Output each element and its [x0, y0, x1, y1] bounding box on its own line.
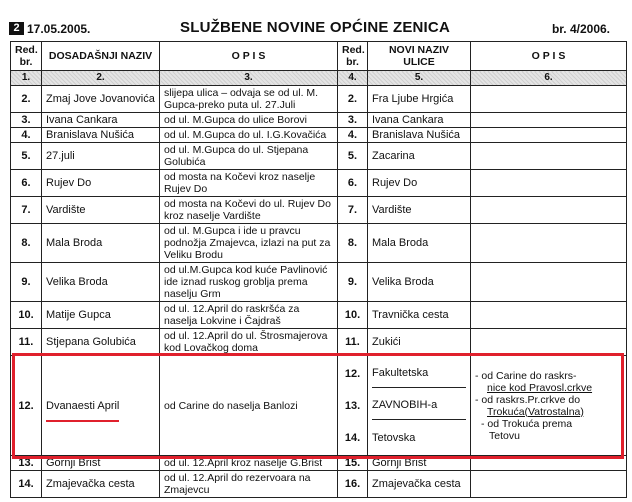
old-street-name: Matije Gupca [42, 302, 160, 329]
new-street-description [471, 456, 627, 471]
new-row-number: 16. [338, 471, 368, 498]
street-description: od ul. 12.April kroz naselje G.Brist [160, 456, 338, 471]
new-street-name: Fakultetska [372, 359, 466, 388]
table-row [11, 143, 627, 170]
street-description: od ul.M.Gupca kod kuće Pavlinović ide iznad ruskog groblja prema naselju Grm [160, 263, 338, 302]
old-street-name: Vardište [42, 197, 160, 224]
street-description: slijepa ulica – odvaja se od ul. M. Gupca-preko puta ul. 27.Juli [160, 86, 338, 113]
old-street-name: Stjepana Golubića [42, 329, 160, 356]
new-street-description [471, 356, 627, 456]
new-row-number: 9. [338, 263, 368, 302]
new-street-description [471, 143, 627, 170]
row-number: 14. [11, 471, 42, 498]
old-street-name: Dvanaesti April [42, 356, 160, 456]
street-description: od ul. 12.April do raskršća za naselja Lokvine i Čajdraš [160, 302, 338, 329]
red-underline-mark [46, 420, 119, 422]
new-street-description [471, 86, 627, 113]
table-row [11, 456, 627, 471]
new-street-name: Ivana Cankara [368, 113, 471, 128]
new-street-name: ZAVNOBIH-a [372, 391, 466, 420]
street-description: od ul. M.Gupca do ulice Borovi [160, 113, 338, 128]
row-number: 11. [11, 329, 42, 356]
new-row-number: 3. [338, 113, 368, 128]
street-description: od ul. M.Gupca do ul. Stjepana Golubića [160, 143, 338, 170]
table-row [11, 224, 627, 263]
col-header-old-name: DOSADAŠNJI NAZIV [42, 42, 160, 71]
desc-line: nice kod Pravosl.crkve [487, 381, 593, 394]
old-street-name: Mala Broda [42, 224, 160, 263]
table-header-row [11, 42, 627, 71]
old-street-name: 27.juli [42, 143, 160, 170]
new-street-names [368, 356, 471, 456]
row-number: 3. [11, 113, 42, 128]
table-row-highlighted [11, 356, 627, 456]
row-number: 12. [11, 356, 42, 456]
new-row-number: 15. [338, 456, 368, 471]
table-row [11, 263, 627, 302]
col-number: 4. [338, 71, 368, 86]
old-street-name: Gornji Brist [42, 456, 160, 471]
row-number: 8. [11, 224, 42, 263]
new-street-description [471, 128, 627, 143]
desc-line: - od raskrs.Pr.crkve do [475, 393, 581, 406]
col-header-desc-2: O P I S [471, 42, 627, 71]
new-row-number: 10. [338, 302, 368, 329]
new-street-name: Zmajevačka cesta [368, 471, 471, 498]
new-row-number: 11. [338, 329, 368, 356]
desc-line: - od Carine do raskrs- [475, 369, 577, 382]
page-header [0, 0, 632, 40]
new-street-name: Vardište [368, 197, 471, 224]
col-header-red-br-2: Red. br. [338, 42, 368, 71]
table-row [11, 329, 627, 356]
new-street-description [471, 302, 627, 329]
desc-line: Tetovu [489, 429, 520, 442]
new-street-name: Zacarina [368, 143, 471, 170]
row-number: 5. [11, 143, 42, 170]
table-row [11, 197, 627, 224]
table-row [11, 170, 627, 197]
issue-number: br. 4/2006. [551, 22, 610, 36]
column-number-row [11, 71, 627, 86]
new-street-name: Branislava Nušića [368, 128, 471, 143]
old-street-name: Zmaj Jove Jovanovića [42, 86, 160, 113]
new-row-number: 6. [338, 170, 368, 197]
street-description: od ul. M.Gupca i ide u pravcu podnožja Zmajevca, izlazi na put za Veliku Brodu [160, 224, 338, 263]
new-street-description [471, 471, 627, 498]
new-street-description [471, 329, 627, 356]
new-row-number: 8. [338, 224, 368, 263]
new-street-name: Zukići [368, 329, 471, 356]
new-street-description [471, 197, 627, 224]
col-number: 3. [160, 71, 338, 86]
new-row-number: 12. [344, 367, 361, 380]
new-row-number: 7. [338, 197, 368, 224]
new-row-numbers [338, 356, 368, 456]
old-street-name: Ivana Cankara [42, 113, 160, 128]
new-street-description [471, 224, 627, 263]
street-description: od Carine do naselja Banlozi [160, 356, 338, 456]
row-number: 13. [11, 456, 42, 471]
old-street-name: Velika Broda [42, 263, 160, 302]
col-header-new-name: NOVI NAZIV ULICE [368, 42, 471, 71]
row-number: 10. [11, 302, 42, 329]
new-street-description [471, 170, 627, 197]
row-number: 7. [11, 197, 42, 224]
new-street-name: Rujev Do [368, 170, 471, 197]
col-header-red-br: Red. br. [11, 42, 42, 71]
old-street-name: Zmajevačka cesta [42, 471, 160, 498]
table-row [11, 471, 627, 498]
street-rename-table [10, 41, 627, 498]
col-number: 6. [471, 71, 627, 86]
old-street-name: Rujev Do [42, 170, 160, 197]
new-row-number: 5. [338, 143, 368, 170]
new-row-number: 4. [338, 128, 368, 143]
new-row-number: 14. [344, 431, 361, 444]
page-number-badge: 2 [9, 22, 24, 35]
street-description: od mosta na Kočevi kroz naselje Rujev Do [160, 170, 338, 197]
table-row [11, 113, 627, 128]
new-street-description [471, 263, 627, 302]
table-row [11, 302, 627, 329]
new-row-number: 13. [344, 399, 361, 412]
new-street-name: Tetovska [372, 431, 416, 444]
desc-line: Trokuća(Vatrostalna) [487, 405, 584, 418]
table-row [11, 128, 627, 143]
desc-line: - od Trokuća prema [481, 417, 573, 430]
street-description: od ul. 12.April do rezervoara na Zmajevcu [160, 471, 338, 498]
gazette-title: SLUŽBENE NOVINE OPĆINE ZENICA [180, 19, 450, 36]
new-street-name: Gornji Brist [368, 456, 471, 471]
street-description: od mosta na Kočevi do ul. Rujev Do kroz naselje Vardište [160, 197, 338, 224]
new-street-name: Mala Broda [368, 224, 471, 263]
new-street-name: Velika Broda [368, 263, 471, 302]
row-number: 2. [11, 86, 42, 113]
table-row [11, 86, 627, 113]
new-street-name: Fra Ljube Hrgića [368, 86, 471, 113]
new-street-name: Travnička cesta [368, 302, 471, 329]
col-number: 2. [42, 71, 160, 86]
col-header-desc: O P I S [160, 42, 338, 71]
old-street-name: Branislava Nušića [42, 128, 160, 143]
street-description: od ul. M.Gupca do ul. I.G.Kovačića [160, 128, 338, 143]
col-number: 5. [368, 71, 471, 86]
row-number: 9. [11, 263, 42, 302]
issue-date: 17.05.2005. [27, 22, 91, 36]
street-description: od ul. 12.April do ul. Štrosmajerova kod Lovačkog doma [160, 329, 338, 356]
new-street-description [471, 113, 627, 128]
row-number: 4. [11, 128, 42, 143]
row-number: 6. [11, 170, 42, 197]
col-number: 1. [11, 71, 42, 86]
new-row-number: 2. [338, 86, 368, 113]
